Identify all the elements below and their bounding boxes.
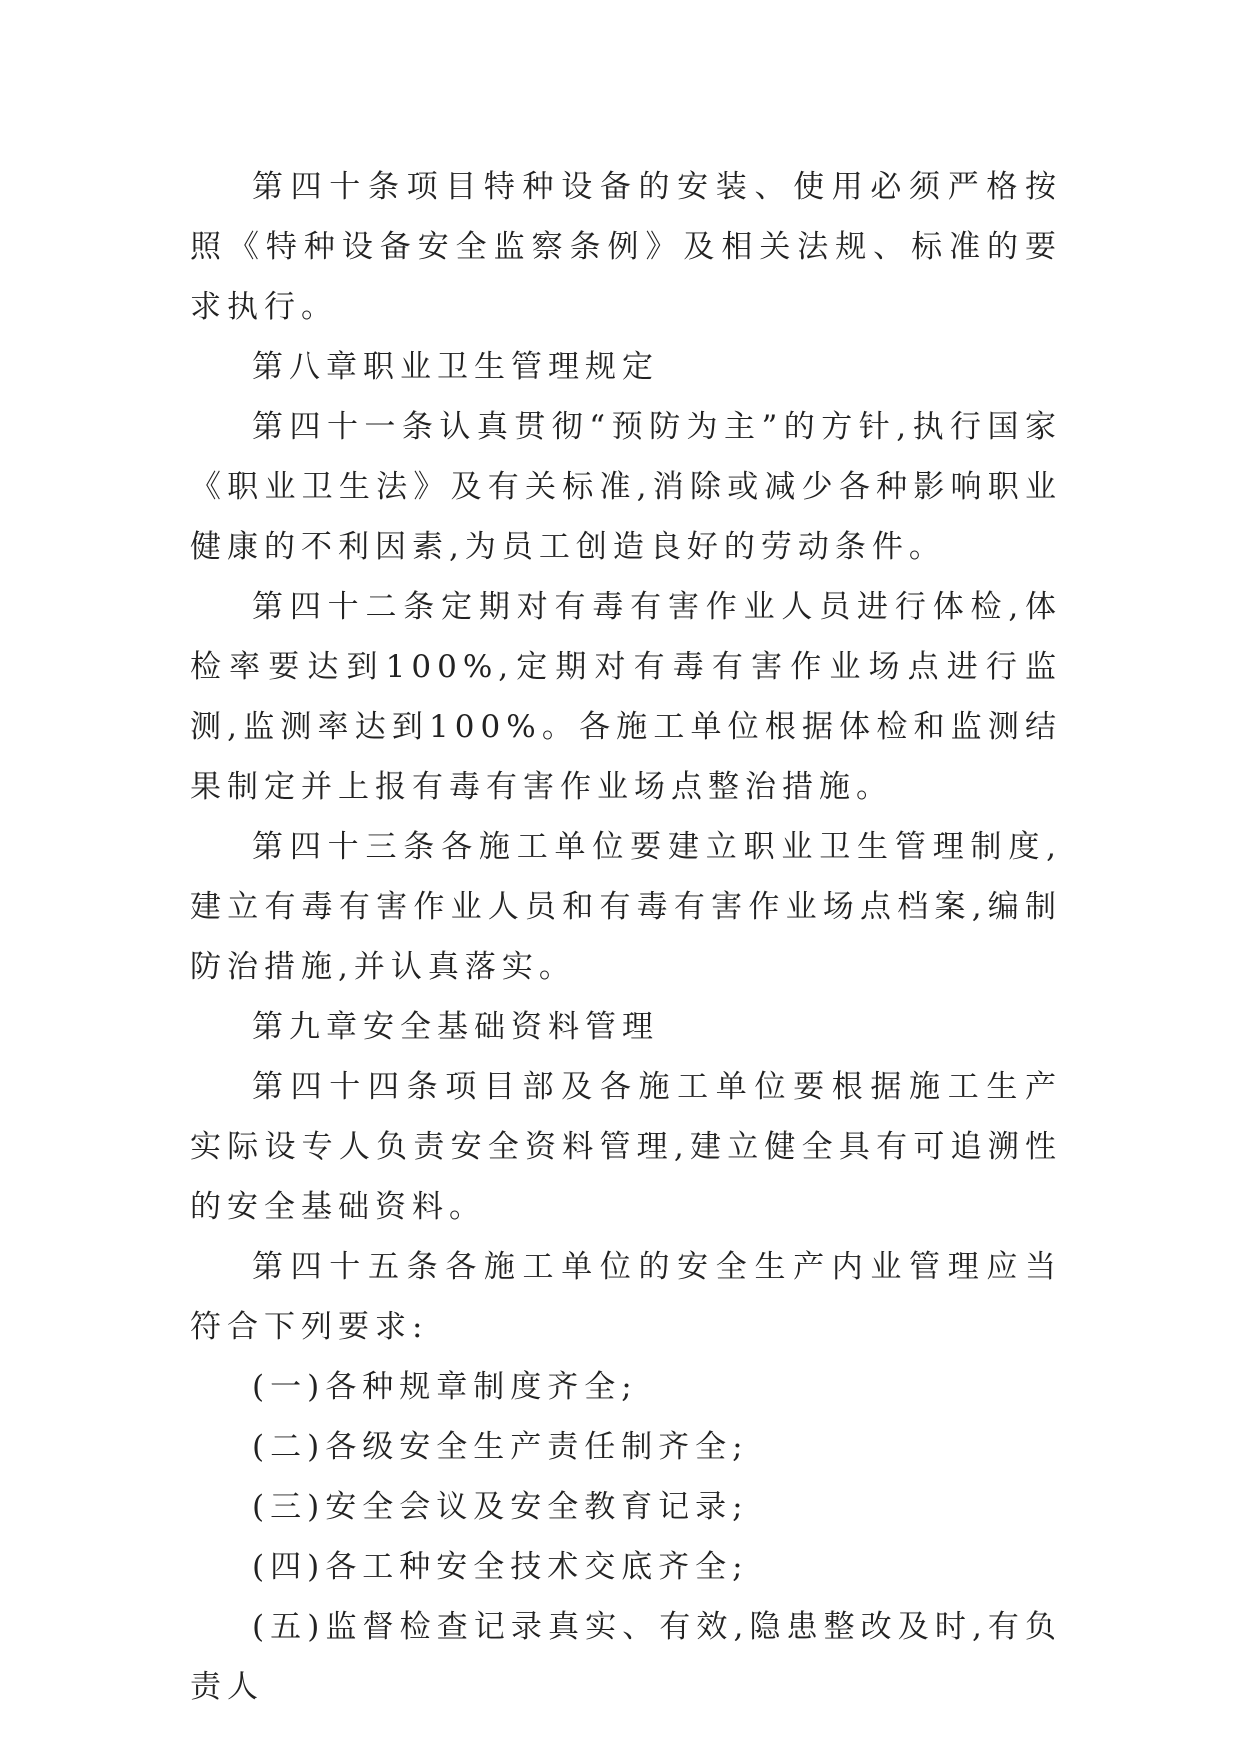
list-item-3: (三)安全会议及安全教育记录; [252, 1489, 749, 1525]
document-body [190, 157, 1062, 1717]
chapter-9-heading: 第九章安全基础资料管理 [252, 1009, 659, 1045]
list-item-5: (五)监督检查记录真实、有效,隐患整改及时,有负责人 [190, 1609, 1062, 1705]
article-42: 第四十二条定期对有毒有害作业人员进行体检,体检率要达到100%,定期对有毒有害作业场点进行监测,监测率达到100%。各施工单位根据体检和监测结果制定并上报有毒有害作业场点整治措施。 [190, 589, 1062, 805]
article-41: 第四十一条认真贯彻“预防为主”的方针,执行国家《职业卫生法》及有关标准,消除或减少各种影响职业健康的不利因素,为员工创造良好的劳动条件。 [190, 409, 1062, 565]
article-45: 第四十五条各施工单位的安全生产内业管理应当符合下列要求: [190, 1249, 1062, 1345]
article-44: 第四十四条项目部及各施工单位要根据施工生产实际设专人负责安全资料管理,建立健全具有可追溯性的安全基础资料。 [190, 1069, 1062, 1225]
article-43: 第四十三条各施工单位要建立职业卫生管理制度,建立有毒有害作业人员和有毒有害作业场点档案,编制防治措施,并认真落实。 [190, 829, 1062, 985]
list-item-1: (一)各种规章制度齐全; [252, 1369, 638, 1405]
list-item-4: (四)各工种安全技术交底齐全; [252, 1549, 749, 1585]
chapter-8-heading: 第八章职业卫生管理规定 [252, 349, 659, 385]
list-item-2: (二)各级安全生产责任制齐全; [252, 1429, 749, 1465]
article-40: 第四十条项目特种设备的安装、使用必须严格按照《特种设备安全监察条例》及相关法规、标准的要求执行。 [190, 169, 1062, 325]
